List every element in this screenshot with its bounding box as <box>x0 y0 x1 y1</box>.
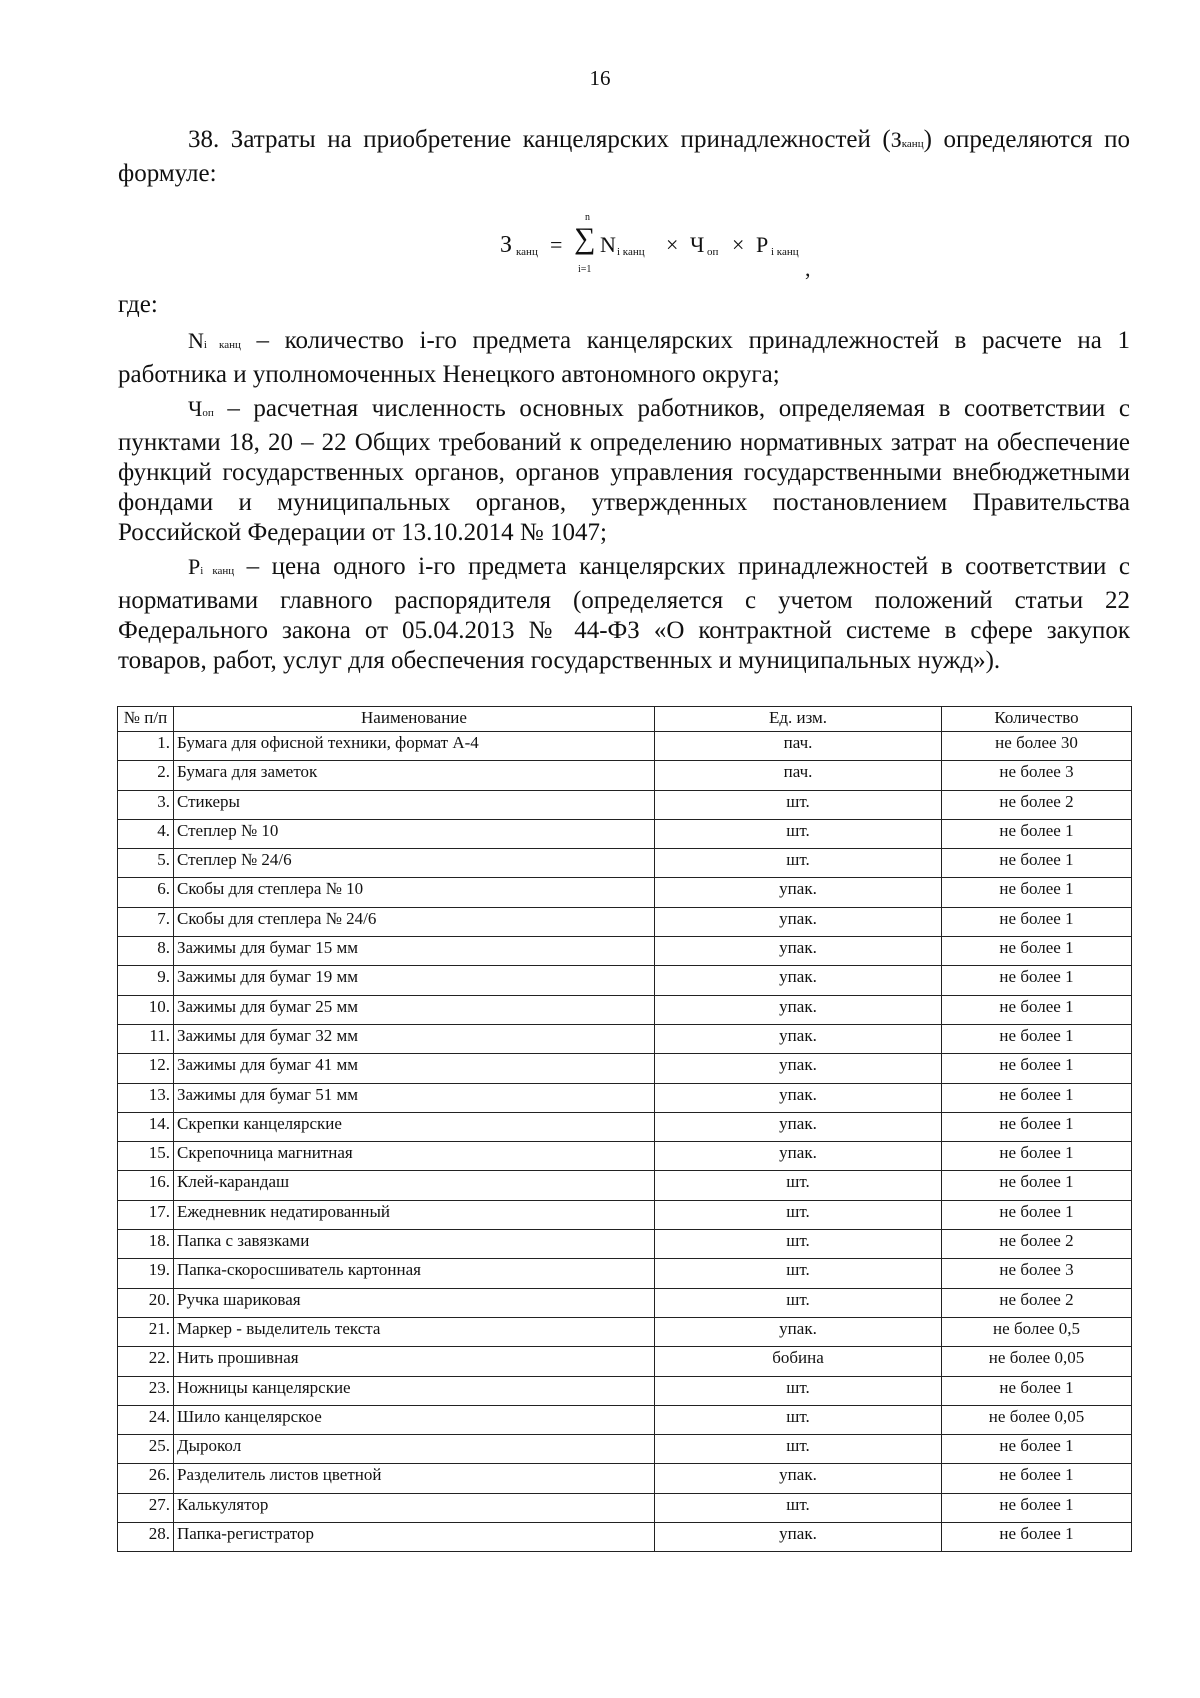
item-unit: упак. <box>655 995 942 1024</box>
table-row <box>118 907 1132 936</box>
definition-p <box>118 552 1130 676</box>
item-name: Скрепочница магнитная <box>174 1142 655 1171</box>
row-number: 19. <box>118 1259 174 1288</box>
item-quantity: не более 1 <box>942 1024 1132 1053</box>
item-name: Степлер № 10 <box>174 819 655 848</box>
row-number: 18. <box>118 1230 174 1259</box>
formula-sigma: ∑ <box>574 222 596 255</box>
definition-p-sub: i канц <box>200 565 235 577</box>
row-number: 20. <box>118 1288 174 1317</box>
item-quantity: не более 2 <box>942 1288 1132 1317</box>
row-number: 12. <box>118 1054 174 1083</box>
item-name: Зажимы для бумаг 25 мм <box>174 995 655 1024</box>
definition-ch-sub: оп <box>202 407 214 419</box>
formula-term-ch: Ч <box>690 232 705 257</box>
item-unit: шт. <box>655 819 942 848</box>
item-quantity: не более 1 <box>942 1435 1132 1464</box>
table-row <box>118 732 1132 761</box>
item-quantity: не более 1 <box>942 1376 1132 1405</box>
formula-term-n: N <box>600 232 616 257</box>
item-unit: пач. <box>655 761 942 790</box>
row-number: 9. <box>118 966 174 995</box>
row-number: 13. <box>118 1083 174 1112</box>
row-number: 17. <box>118 1200 174 1229</box>
row-number: 8. <box>118 937 174 966</box>
header-number: № п/п <box>118 707 174 732</box>
row-number: 4. <box>118 819 174 848</box>
table-row <box>118 1200 1132 1229</box>
formula <box>500 212 840 282</box>
definition-p-text: – цена одного i-го предмета канцелярских принадлежностей в соответствии с нормативами главного распорядителя (определяется с учетом положений статьи 22 Федерального закона от 05.04.2013 № 44-ФЗ «О контрактной системе в сфере закупок товаров, работ, услуг для обеспечения государственных и муниципальных нужд»). <box>118 553 1130 674</box>
table-row <box>118 1288 1132 1317</box>
table-header-row <box>118 707 1132 732</box>
item-name: Зажимы для бумаг 15 мм <box>174 937 655 966</box>
row-number: 23. <box>118 1376 174 1405</box>
item-unit: упак. <box>655 1317 942 1346</box>
table-row <box>118 878 1132 907</box>
formula-sigma-top: n <box>585 212 590 223</box>
item-quantity: не более 1 <box>942 1200 1132 1229</box>
table-row <box>118 1083 1132 1112</box>
table-row <box>118 1112 1132 1141</box>
item-name: Бумага для заметок <box>174 761 655 790</box>
item-unit: упак. <box>655 878 942 907</box>
table-row <box>118 1024 1132 1053</box>
row-number: 24. <box>118 1405 174 1434</box>
item-name: Зажимы для бумаг 51 мм <box>174 1083 655 1112</box>
row-number: 22. <box>118 1347 174 1376</box>
item-unit: упак. <box>655 1024 942 1053</box>
intro-tail: ) определяются по формуле: <box>118 126 1130 187</box>
item-name: Стикеры <box>174 790 655 819</box>
table-row <box>118 819 1132 848</box>
item-name: Ежедневник недатированный <box>174 1200 655 1229</box>
formula-times-2: × <box>732 232 745 257</box>
table-row <box>118 1317 1132 1346</box>
definition-n-symbol: N <box>188 328 204 353</box>
item-quantity: не более 1 <box>942 966 1132 995</box>
table-row <box>118 1405 1132 1434</box>
item-name: Скобы для степлера № 10 <box>174 878 655 907</box>
row-number: 10. <box>118 995 174 1024</box>
item-unit: упак. <box>655 1464 942 1493</box>
item-quantity: не более 1 <box>942 1054 1132 1083</box>
item-quantity: не более 1 <box>942 1493 1132 1522</box>
item-name: Скрепки канцелярские <box>174 1112 655 1141</box>
item-quantity: не более 1 <box>942 878 1132 907</box>
item-quantity: не более 1 <box>942 937 1132 966</box>
intro-paragraph <box>118 125 1130 189</box>
item-unit: шт. <box>655 1435 942 1464</box>
item-unit: упак. <box>655 1142 942 1171</box>
item-name: Папка-скоросшиватель картонная <box>174 1259 655 1288</box>
table-row <box>118 1493 1132 1522</box>
row-number: 5. <box>118 849 174 878</box>
item-unit: шт. <box>655 1171 942 1200</box>
supplies-table <box>117 706 1132 1552</box>
row-number: 26. <box>118 1464 174 1493</box>
item-quantity: не более 30 <box>942 732 1132 761</box>
table-row <box>118 1230 1132 1259</box>
row-number: 7. <box>118 907 174 936</box>
intro-symbol-sub: канц <box>901 138 924 150</box>
item-name: Клей-карандаш <box>174 1171 655 1200</box>
item-quantity: не более 1 <box>942 907 1132 936</box>
page-number: 16 <box>589 66 611 90</box>
table-row <box>118 1142 1132 1171</box>
table-row <box>118 1171 1132 1200</box>
item-unit: упак. <box>655 1083 942 1112</box>
formula-term-p-sub: i канц <box>771 246 799 258</box>
item-quantity: не более 1 <box>942 1464 1132 1493</box>
item-name: Ручка шариковая <box>174 1288 655 1317</box>
item-unit: шт. <box>655 1200 942 1229</box>
table-row <box>118 1435 1132 1464</box>
formula-equals: = <box>550 232 563 257</box>
row-number: 14. <box>118 1112 174 1141</box>
definition-n-sub: i канц <box>203 339 241 351</box>
item-unit: бобина <box>655 1347 942 1376</box>
item-quantity: не более 1 <box>942 995 1132 1024</box>
item-name: Дырокол <box>174 1435 655 1464</box>
header-quantity: Количество <box>942 707 1132 732</box>
item-quantity: не более 1 <box>942 1083 1132 1112</box>
intro-lead: 38. Затраты на приобретение канцелярских принадлежностей ( <box>188 126 891 153</box>
item-quantity: не более 1 <box>942 849 1132 878</box>
item-quantity: не более 1 <box>942 1112 1132 1141</box>
row-number: 2. <box>118 761 174 790</box>
item-unit: упак. <box>655 1112 942 1141</box>
item-unit: упак. <box>655 1523 942 1552</box>
item-name: Папка-регистратор <box>174 1523 655 1552</box>
row-number: 11. <box>118 1024 174 1053</box>
item-name: Маркер - выделитель текста <box>174 1317 655 1346</box>
item-name: Калькулятор <box>174 1493 655 1522</box>
formula-times-1: × <box>666 232 679 257</box>
item-name: Ножницы канцелярские <box>174 1376 655 1405</box>
item-unit: пач. <box>655 732 942 761</box>
table-row <box>118 1376 1132 1405</box>
table-body <box>118 732 1132 1552</box>
item-name: Скобы для степлера № 24/6 <box>174 907 655 936</box>
item-quantity: не более 3 <box>942 1259 1132 1288</box>
item-name: Зажимы для бумаг 19 мм <box>174 966 655 995</box>
header-name: Наименование <box>174 707 655 732</box>
item-unit: упак. <box>655 907 942 936</box>
item-quantity: не более 0,05 <box>942 1405 1132 1434</box>
formula-term-p: P <box>756 232 769 257</box>
row-number: 16. <box>118 1171 174 1200</box>
item-unit: шт. <box>655 1288 942 1317</box>
table-row <box>118 995 1132 1024</box>
table-row <box>118 966 1132 995</box>
definition-ch <box>118 394 1130 548</box>
item-quantity: не более 1 <box>942 1523 1132 1552</box>
item-name: Степлер № 24/6 <box>174 849 655 878</box>
table-row <box>118 790 1132 819</box>
item-name: Бумага для офисной техники, формат А-4 <box>174 732 655 761</box>
item-quantity: не более 0,05 <box>942 1347 1132 1376</box>
item-name: Зажимы для бумаг 41 мм <box>174 1054 655 1083</box>
item-name: Зажимы для бумаг 32 мм <box>174 1024 655 1053</box>
item-name: Разделитель листов цветной <box>174 1464 655 1493</box>
item-unit: шт. <box>655 849 942 878</box>
definition-n-text: – количество i-го предмета канцелярских принадлежностей в расчете на 1 работника и уполномоченных Ненецкого автономного округа; <box>118 327 1131 388</box>
item-name: Нить прошивная <box>174 1347 655 1376</box>
definition-p-symbol: P <box>188 554 201 579</box>
item-unit: шт. <box>655 1259 942 1288</box>
table-row <box>118 937 1132 966</box>
formula-term-ch-sub: оп <box>707 246 719 258</box>
formula-sigma-bottom: i=1 <box>578 264 592 275</box>
item-unit: упак. <box>655 937 942 966</box>
row-number: 21. <box>118 1317 174 1346</box>
item-quantity: не более 0,5 <box>942 1317 1132 1346</box>
item-unit: шт. <box>655 1230 942 1259</box>
item-unit: шт. <box>655 1376 942 1405</box>
definition-n <box>118 326 1130 390</box>
table-row <box>118 849 1132 878</box>
item-quantity: не более 2 <box>942 1230 1132 1259</box>
row-number: 15. <box>118 1142 174 1171</box>
header-unit: Ед. изм. <box>655 707 942 732</box>
row-number: 6. <box>118 878 174 907</box>
row-number: 27. <box>118 1493 174 1522</box>
table-row <box>118 1347 1132 1376</box>
definition-ch-text: – расчетная численность основных работников, определяемая в соответствии с пунктами 18, 20 – 22 Общих требований к определению нормативных затрат на обеспечение функций государственных органов, органов управления государственными внебюджетными фондами и муниципальных органов, утвержденных постановлением Правительства Российской Федерации от 13.10.2014 № 1047; <box>118 395 1130 546</box>
item-quantity: не более 2 <box>942 790 1132 819</box>
formula-comma: , <box>805 256 811 281</box>
definition-ch-symbol: Ч <box>188 396 203 421</box>
item-quantity: не более 1 <box>942 1142 1132 1171</box>
table-row <box>118 1054 1132 1083</box>
item-unit: шт. <box>655 1493 942 1522</box>
formula-lhs: З <box>500 232 513 258</box>
table-row <box>118 1259 1132 1288</box>
item-unit: шт. <box>655 790 942 819</box>
intro-symbol: З <box>890 127 902 152</box>
table-row <box>118 1464 1132 1493</box>
formula-lhs-sub: канц <box>516 246 538 258</box>
item-unit: упак. <box>655 1054 942 1083</box>
item-name: Папка с завязками <box>174 1230 655 1259</box>
item-name: Шило канцелярское <box>174 1405 655 1434</box>
row-number: 28. <box>118 1523 174 1552</box>
item-unit: упак. <box>655 966 942 995</box>
item-quantity: не более 3 <box>942 761 1132 790</box>
formula-term-n-sub: i канц <box>617 246 645 258</box>
row-number: 1. <box>118 732 174 761</box>
item-quantity: не более 1 <box>942 1171 1132 1200</box>
row-number: 3. <box>118 790 174 819</box>
row-number: 25. <box>118 1435 174 1464</box>
table-row <box>118 761 1132 790</box>
item-unit: шт. <box>655 1405 942 1434</box>
item-quantity: не более 1 <box>942 819 1132 848</box>
table-row <box>118 1523 1132 1552</box>
where-label: где: <box>118 291 158 318</box>
